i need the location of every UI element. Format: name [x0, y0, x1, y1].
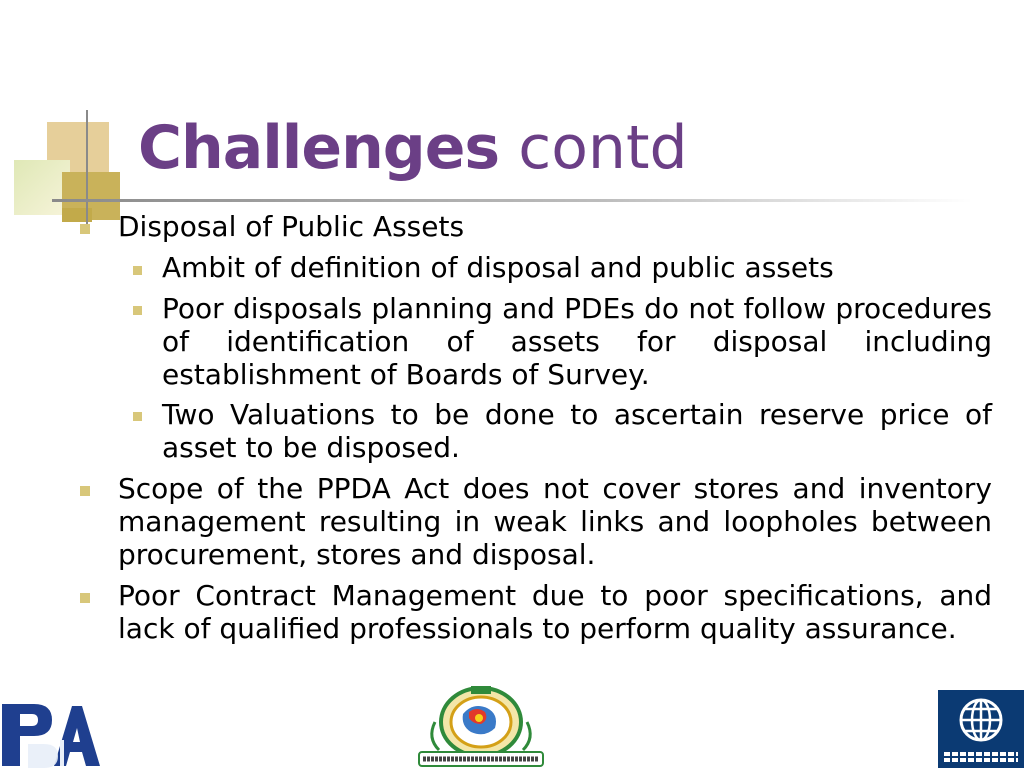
title-bold: Challenges — [138, 113, 500, 183]
bullet-marker — [80, 593, 90, 603]
bullet-item: Scope of the PPDA Act does not cover stores and inventory management resulting in weak links and loopholes between procurement, stores and disposal. — [118, 472, 992, 571]
slide-title — [138, 112, 688, 184]
title-divider — [52, 199, 972, 202]
bullet-marker — [80, 224, 90, 234]
subbullet-item: Two Valuations to be done to ascertain reserve price of asset to be disposed. — [162, 398, 992, 464]
title-light: contd — [518, 113, 688, 183]
bullet-marker — [80, 486, 90, 496]
eac-logo — [413, 684, 549, 768]
subbullet-marker — [133, 266, 142, 275]
world-bank-logo — [938, 690, 1024, 768]
bullet-item: Disposal of Public Assets — [118, 210, 465, 243]
subbullet-item: Poor disposals planning and PDEs do not follow procedures of identification of assets for disposal including establishment of Boards of Survey. — [162, 292, 992, 391]
subbullet-marker — [133, 412, 142, 421]
subbullet-item: Ambit of definition of disposal and public assets — [162, 251, 834, 284]
subbullet-marker — [133, 306, 142, 315]
ppda-logo — [0, 700, 100, 768]
bullet-item: Poor Contract Management due to poor specifications, and lack of qualified professionals to perform quality assurance. — [118, 579, 992, 645]
